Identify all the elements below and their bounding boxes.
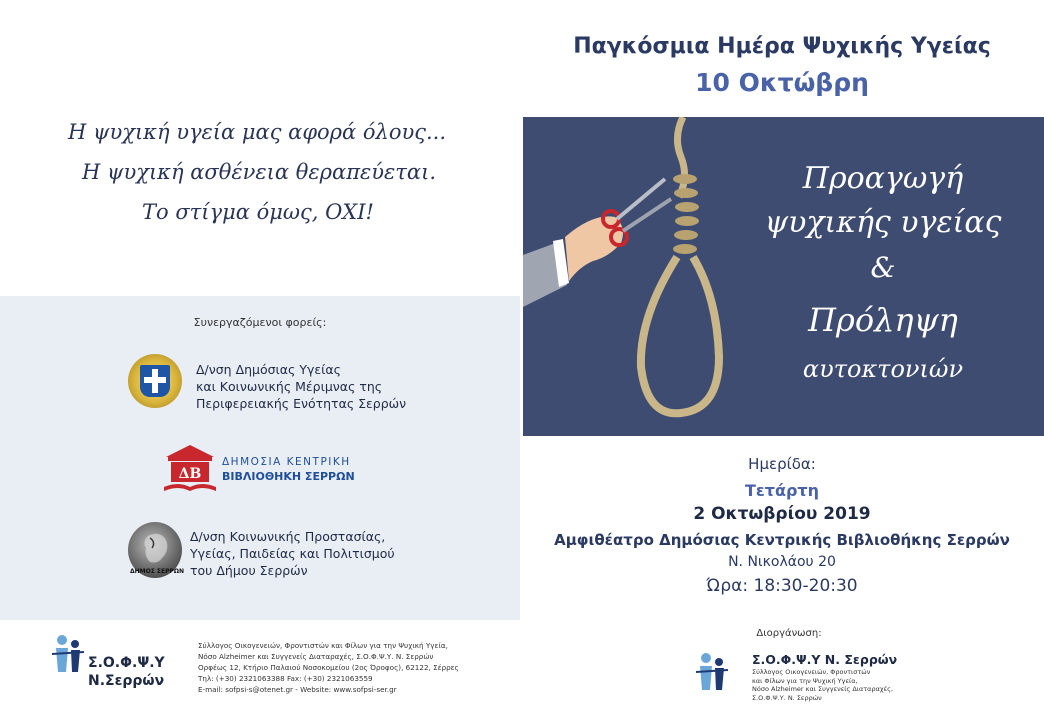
page-title: Παγκόσμια Ημέρα Ψυχικής Υγείας	[573, 34, 991, 59]
quote-block	[60, 112, 480, 232]
family-logo-icon	[694, 650, 730, 698]
coin-label: ΔΗΜΟΣ ΣΕΡΡΩΝ	[130, 568, 185, 575]
page-date: 10 Οκτώβρη	[695, 68, 869, 97]
event-venue: Αμφιθέατρο Δημόσιας Κεντρικής Βιβλιοθήκης Σερρών	[554, 531, 1010, 549]
org-details-right: Σύλλογος Οικογενειών, Φροντιστών και Φίλων για την Ψυχική Υγεία, Νόσο Alzheimer και Συγγενείς Διαταραχές, Σ.Ο.Φ.Ψ.Υ. Ν. Σερρών	[752, 668, 894, 702]
quote-line: Η ψυχική ασθένεια θεραπεύεται.	[82, 160, 437, 184]
partners-title: Συνεργαζόμενοι φορείς:	[193, 316, 327, 329]
hero-panel	[523, 117, 1044, 436]
event-date: 2 Οκτωβρίου 2019	[693, 504, 871, 524]
panel-title-line1: Προαγωγή	[802, 161, 964, 196]
noose-scissors-illustration	[523, 117, 753, 436]
event-weekday: Τετάρτη	[744, 481, 820, 500]
org-details-left: Σύλλογος Οικογενειών, Φροντιστών και Φίλων για την Ψυχική Υγεία, Νόσο Alzheimer και Συγγενείς Διαταραχές, Σ.Ο.Φ.Ψ.Υ. Ν. Σερρών Ορφέως 12, Κτήριο Παλαιού Νοσοκομείου (2ος Όροφος), 62122, Σέρρες Τηλ: (+30) 2321063388 Fax: (+30) 2321063559 E-mail: sofpsi-s@otenet.gr - Website: www.sofpsi-ser.gr	[198, 641, 459, 694]
library-monogram: ΔΒ	[178, 466, 202, 482]
event-time: Ώρα: 18:30-20:30	[706, 576, 858, 596]
org-name-right: Σ.Ο.Φ.Ψ.Υ Ν. Σερρών	[752, 652, 898, 667]
panel-title-amp: &	[870, 251, 896, 284]
partner-health-directorate: Δ/νση Δημόσιας Υγείας και Κοινωνικής Μέριμνας της Περιφερειακής Ενότητας Σερρών	[196, 362, 407, 411]
organizer-label: Διοργάνωση:	[756, 628, 822, 639]
panel-title-line2: ψυχικής υγείας	[764, 205, 1002, 240]
library-name-line1: ΔΗΜΟΣΙΑ ΚΕΝΤΡΙΚΗ	[222, 456, 351, 468]
event-address: Ν. Νικολάου 20	[728, 554, 836, 570]
event-type-label: Ημερίδα:	[748, 455, 816, 473]
family-logo-icon	[50, 632, 86, 680]
library-logo-icon	[160, 441, 230, 497]
greek-emblem-icon	[128, 354, 182, 408]
quote-line: Η ψυχική υγεία μας αφορά όλους...	[68, 120, 447, 144]
panel-title-line4: αυτοκτονιών	[802, 355, 964, 383]
panel-title-line3: Πρόληψη	[808, 301, 958, 339]
quote-line: Το στίγμα όμως, ΟΧΙ!	[142, 200, 374, 224]
library-name-line2: ΒΙΒΛΙΟΘΗΚΗ ΣΕΡΡΩΝ	[222, 470, 355, 483]
org-name-left: Σ.Ο.Φ.Ψ.Υ Ν.Σερρών	[88, 655, 165, 689]
partner-municipality-directorate: Δ/νση Κοινωνικής Προστασίας, Υγείας, Παιδείας και Πολιτισμού του Δήμου Σερρών	[190, 529, 395, 578]
